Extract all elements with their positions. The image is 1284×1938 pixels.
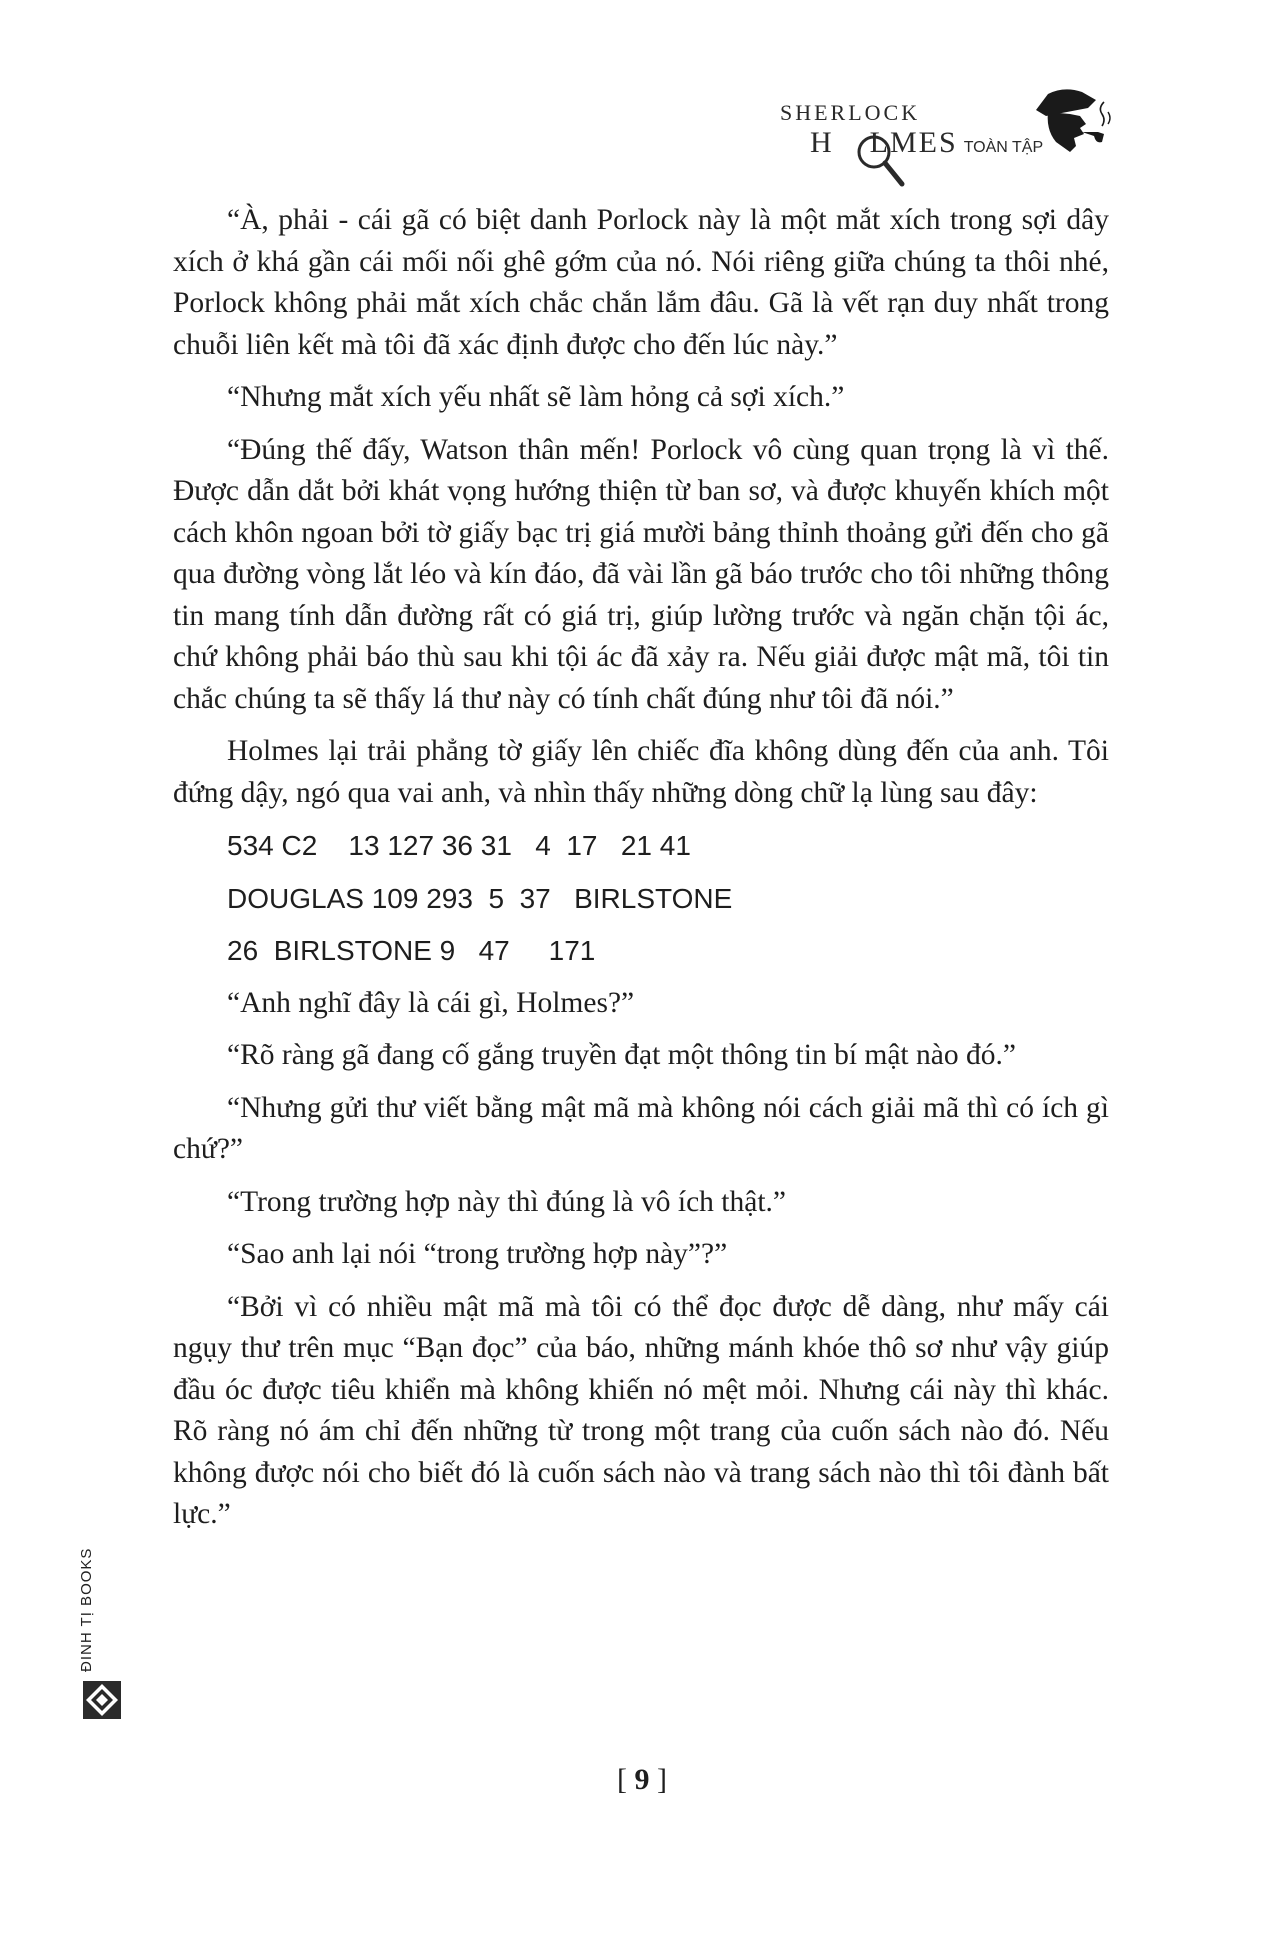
paragraph: “Bởi vì có nhiều mật mã mà tôi có thể đọc được dễ dàng, như mấy cái ngụy thư trên mục “Bạn đọc” của báo, những mánh khóe thô sơ như vậy giúp đầu óc được tiêu khiển mà không khiến nó mệt mỏi. Nhưng cái này thì khác. Rõ ràng nó ám chỉ đến những từ trong một trang của cuốn sách nào đó. Nếu không được nói cho biết đó là cuốn sách nào và trang sách nào thì tôi đành bất lực.” — [173, 1290, 1109, 1530]
page-number — [0, 1763, 1284, 1797]
cipher-line: 534 C2 13 127 36 31 4 17 21 41 — [227, 830, 691, 861]
series-title-rest: LMES — [869, 126, 958, 159]
cipher-line: 26 BIRLSTONE 9 47 171 — [227, 935, 596, 966]
publisher-name: ĐINH TỊ BOOKS — [78, 1547, 95, 1672]
series-title-row — [810, 126, 1043, 160]
publisher-diamond-icon — [82, 1680, 122, 1720]
page-number-open-bracket: [ — [617, 1763, 635, 1796]
page-number-value: 9 — [634, 1763, 650, 1796]
paragraph: “Rõ ràng gã đang cố gắng truyền đạt một thông tin bí mật nào đó.” — [227, 1039, 1016, 1071]
series-subtitle: TOÀN TẬP — [963, 139, 1044, 156]
paragraph: “À, phải - cái gã có biệt danh Porlock này là một mắt xích trong sợi dây xích ở khá gần cái mối nối ghê gớm của nó. Nói riêng giữa chúng ta thôi nhé, Porlock không phải mắt xích chắc chắn lắm đâu. Gã là vết rạn duy nhất trong chuỗi liên kết mà tôi đã xác định được cho đến lúc này.” — [173, 204, 1109, 361]
series-title-top: SHERLOCK — [780, 100, 921, 125]
paragraph: “Sao anh lại nói “trong trường hợp này”?” — [227, 1238, 728, 1270]
publisher-logo — [78, 1547, 126, 1748]
paragraph: Holmes lại trải phẳng tờ giấy lên chiếc đĩa không dùng đến của anh. Tôi đứng dậy, ngó qua vai anh, và nhìn thấy những dòng chữ lạ lùng sau đây: — [173, 735, 1109, 809]
holmes-silhouette-icon — [1026, 86, 1112, 156]
paragraph: “Trong trường hợp này thì đúng là vô ích thật.” — [227, 1185, 787, 1218]
paragraph: “Anh nghĩ đây là cái gì, Holmes?” — [227, 986, 635, 1019]
paragraph: “Nhưng gửi thư viết bằng mật mã mà không nói cách giải mã thì có ích gì chứ?” — [173, 1091, 1109, 1165]
paragraph: “Nhưng mắt xích yếu nhất sẽ làm hỏng cả sợi xích.” — [227, 381, 845, 413]
cipher-line: DOUGLAS 109 293 5 37 BIRLSTONE — [227, 882, 733, 914]
page-body — [173, 200, 1109, 1547]
running-header — [760, 78, 1120, 188]
page-number-close-bracket: ] — [649, 1763, 667, 1796]
magnifying-glass-icon — [852, 130, 908, 190]
paragraph: “Đúng thế đấy, Watson thân mến! Porlock vô cùng quan trọng là vì thế. Được dẫn dắt bởi khát vọng hướng thiện từ ban sơ, và được khuyến khích một cách khôn ngoan bởi tờ giấy bạc trị giá mười bảng thỉnh thoảng gửi đến cho gã qua đường vòng lắt léo và kín đáo, đã vài lần gã báo trước cho tôi những thông tin mang tính dẫn đường rất có giá trị, giúp lường trước và ngăn chặn tội ác, chứ không phải báo thù sau khi tội ác đã xảy ra. Nếu giải được mật mã, tôi tin chắc chúng ta sẽ thấy lá thư này có tính chất đúng như tôi đã nói.” — [173, 433, 1109, 715]
series-title-letter-h: H — [810, 126, 834, 159]
